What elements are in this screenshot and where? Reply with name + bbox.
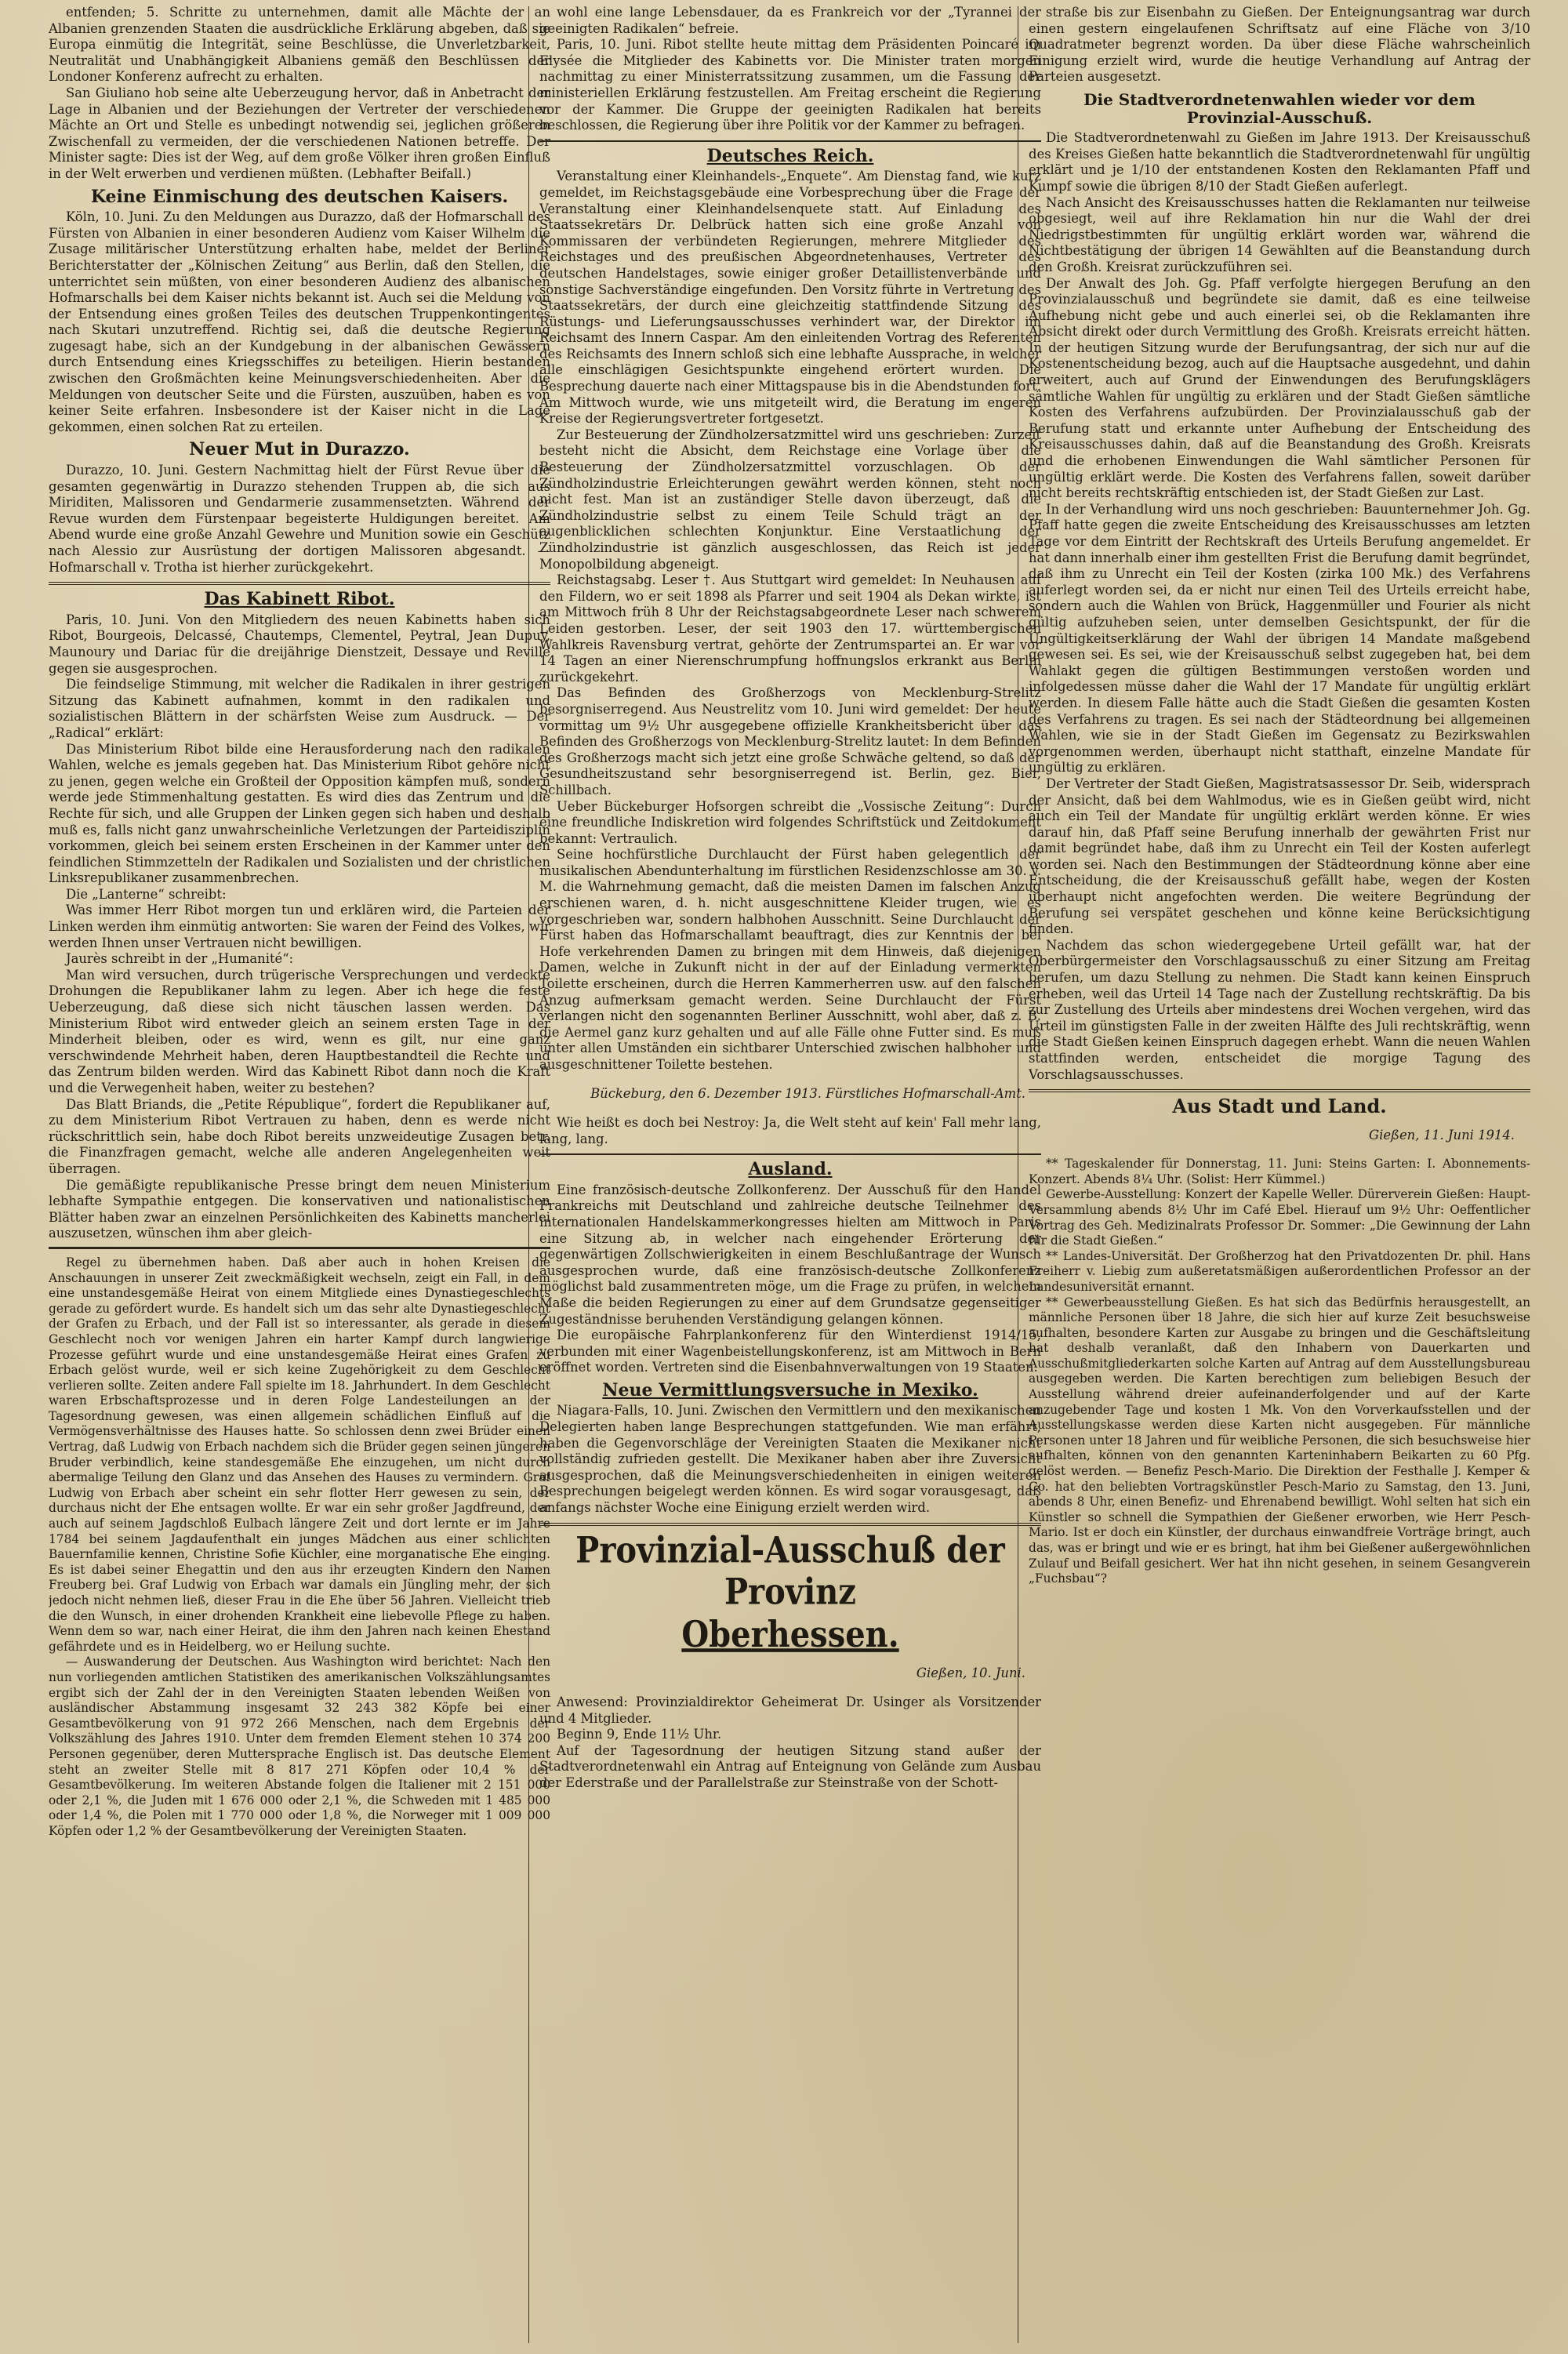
article-text: Das Befinden des Großherzogs von Mecklenburg-Strelitz besorgniserregend. Aus Neustrelitz vom 10. Juni wird gemeldet: Der heute vormittag um 9½ Uhr ausgegebene offizielle Krankheitsbericht über das Befinden des Großherzogs von Mecklenburg-Strelitz lautet: In dem Befinden des Großherzogs macht sich jetzt eine große Schwäche geltend, so daß der Gesundheitszustand sehr besorgniserregend ist. Berlin, gez. Bier, Schillbach. [539, 685, 1041, 797]
article-text: Niagara-Falls, 10. Juni. Zwischen den Vermittlern und den mexikanischen Delegierten haben lange Besprechungen stattgefunden. Wie man erfährt, haben die Gegenvorschläge der Vereinigten Staaten die Mexikaner nicht vollständig zufrieden gestellt. Die Mexikaner haben aber ihre Zuversicht ausgesprochen, daß die Meinungsverschiedenheiten in einigen weiteren Besprechungen beigelegt werden können. Es wird sogar vorausgesagt, daß anfangs nächster Woche eine Einigung erzielt werden wird. [539, 1403, 1041, 1516]
article-text: Beginn 9, Ende 11½ Uhr. [557, 1727, 722, 1742]
article-text: Köln, 10. Juni. Zu den Meldungen aus Durazzo, daß der Hofmarschall des Fürsten von Albanien in einer besonderen Audienz vom Kaiser Wilhelm die Zusage militärischer Unterstützung erhalten habe, meldet der Berliner Berichterstatter der „Kölnischen Zeitung“ aus Berlin, daß den Stellen, die unterrichtet sein müßten, von einer besonderen Audienz des albanischen Hofmarschalls bei dem Kaiser nichts bekannt ist. Auch sei die Meldung von der Entsendung eines großen Teiles des deutschen Truppenkontingentes nach Skutari unzutreffend. Richtig sei, daß die deutsche Regierung zugesagt habe, sich an der Kundgebung in der albanischen Gewässern durch Entsendung eines Kriegsschiffes zu beteiligen. Hierin bestanden zwischen den Großmächten keine Meinungsverschiedenheiten. Aber die Meldungen von deutscher Seite und die Fürsten, auszuüben, haben es von keiner Seite erfahren. Insbesondere ist der Kaiser nicht in die Lage gekommen, einen solchen Rat zu erteilen. [49, 209, 550, 434]
column-1 [49, 5, 550, 2340]
article-text: Die gemäßigte republikanische Presse bringt dem neuen Ministerium lebhafte Sympathie entgegen. Die konservativen und nationalistischen Blätter haben zwar an einzelnen Persönlichkeiten des Kabinetts mancherlei auszusetzen, wünschen ihm aber gleich- [49, 1177, 550, 1241]
article-text: ** Landes-Universität. Der Großherzog hat den Privatdozenten Dr. phil. Hans Freiherr v. Liebig zum außeretatsmäßigen außerordentlichen Professor an der Landesuniversität ernannt. [1029, 1248, 1530, 1294]
headline: Provinzial-Ausschuß. [1186, 107, 1373, 127]
article-text: Wie heißt es doch bei Nestroy: Ja, die Welt steht auf kein' Fall mehr lang, lang, lang. [539, 1114, 1041, 1146]
headline: Ausland. [748, 1159, 833, 1180]
dateline: Bückeburg, den 6. Dezember 1913. Fürstliches Hofmarschall-Amt. [590, 1085, 1025, 1101]
headline: Die Stadtverordnetenwahlen wieder vor dem [1083, 89, 1475, 109]
article-text: Das Ministerium Ribot bilde eine Herausforderung nach den radikalen Wahlen, welche es jemals gegeben hat. Das Ministerium Ribot gehöre nicht zu jenen, gegen welche ein Großteil der Opposition kämpfen muß, sondern werde jede Stimmenhaltung gestatten. Es wird dies das Zentrum und die Rechte für sich, und alle Gruppen der Linken gegen sich haben und deshalb muß es, falls nicht ganz unwahrscheinliche Verletzungen der Parteidisziplin vorkommen, gleich bei seinem ersten Erscheinen in der Kammer unter den feindlichen Stimmzetteln der Radikalen und Sozialisten und der christlichen Linksrepublikaner zusammenbrechen. [49, 741, 550, 886]
article-text: ** Gewerbeausstellung Gießen. Es hat sich das Bedürfnis herausgestellt, an männliche Personen über 18 Jahre, die sich hier auf kurze Zeit besuchsweise aufhalten, besondere Karten zur Ausgabe zu bringen und die Geschäftsleitung hat deshalb veranlaßt, daß den Inhabern von Dauerkarten und Ausschußmitgliederkarten solche Karten auf Antrag auf dem Ausstellungsbureau ausgegeben werden. Die Karten berechtigen zum beliebigen Besuch der Ausstellung während dreier aufeinanderfolgender und auf der Karte anzugebender Tage und kosten 1 Mk. Von den Vorverkaufsstellen und der Ausstellungskasse werden diese Karten nicht ausgegeben. Für männliche Personen unter 18 Jahren und für weibliche Personen, die sich besuchsweise hier aufhalten, können von den genannten Karteninhabern Beikarten zu 60 Pfg. gelöst werden. — Benefiz Pesch-Mario. Die Direktion der Festhalle J. Kemper & Co. hat den beliebten Vortragskünstler Pesch-Mario zu Samstag, den 13. Juni, abends 8 Uhr, einen Benefiz- und Ehrenabend bewilligt. Wohl selten hat sich ein Künstler so schnell die Sympathien der Gießener erworben, wie Herr Pesch-Mario. Ist er doch ein Künstler, der durchaus einwandfreie Vorträge bringt, auch das, was er bringt und wie er es bringt, hat ihm bei Gießener außergewöhnlichen Zulauf und Beifall gesichert. Wer hat ihn nicht gesehen, in seinem Gesangverein „Fuchsbau“? [1029, 1295, 1530, 1586]
article-text: Nachdem das schon wiedergegebene Urteil gefällt war, hat der Oberbürgermeister den Vorschlagsausschuß zu einer Sitzung am Freitag berufen, um dazu Stellung zu nehmen. Die Stadt kann keinen Einspruch erheben, weil das Urteil 14 Tage nach der Zustellung rechtskräftig. Da bis zur Zustellung des Urteils aber mindestens drei Wochen vergehen, wird das Urteil im günstigsten Falle in der zweiten Hälfte des Juli rechtskräftig, wenn die Stadt Gießen keinen Einspruch dagegen erhebt. Wann die neuen Wahlen stattfinden werden, entscheidet die morgige Tagung des Vorschlagsausschusses. [1029, 937, 1530, 1082]
article-text: Eine französisch-deutsche Zollkonferenz. Der Ausschuß für den Handel Frankreichs mit Deutschland und zahlreiche deutsche Teilnehmer des internationalen Handelskammerkongresses hielten am Mittwoch in Paris eine Sitzung ab, in welcher nach eingehender Erörterung der gegenwärtigen Zollschwierigkeiten in einem Beschlußantrage der Wunsch ausgesprochen wurde, daß eine französisch-deutsche Zollkonferenz möglichst bald zusammentreten möge, um die Frage zu prüfen, in welchem Maße die beiden Regierungen zu einer auf dem Grundsatze gegenseitiger Zugeständnisse beruhenden Verständigung gelangen können. [539, 1182, 1041, 1327]
article-text: ** Tageskalender für Donnerstag, 11. Juni: Steins Garten: I. Abonnements-Konzert. Abends 8¼ Uhr. (Solist: Herr Kümmel.) [1029, 1157, 1530, 1186]
article-text: Gewerbe-Ausstellung: Konzert der Kapelle Weller. Dürerverein Gießen: Haupt-Versammlung abends 8½ Uhr im Café Ebel. Hierauf um 9½ Uhr: Oeffentlicher Vortrag des Geh. Medizinalrats Professor Dr. Sommer: „Die Gewinnung der Lahn für die Stadt Gießen.“ [1029, 1187, 1530, 1248]
section-divider [539, 1153, 1041, 1155]
article-text: Anwesend: Provinzialdirektor Geheimerat Dr. Usinger als Vorsitzender und 4 Mitglieder. [539, 1695, 1041, 1726]
headline: Neue Vermittlungsversuche in Mexiko. [602, 1379, 978, 1400]
article-text: wohl eine lange Lebensdauer, da es Frankreich vor der „Tyrannei der geeinigten Radikalen“ befreie. [539, 5, 1041, 36]
article-text: Nach Ansicht des Kreisausschusses hatten die Reklamanten nur teilweise obgesiegt, weil auf ihre Reklamation hin nur die Wahl der drei Niedrigstbestimmten für ungültig erklärt worden war, während die Nichtbestätigung der übrigen 14 Gewählten auf die Beanstandung durch den Großh. Kreisrat zurückzuführen sei. [1029, 194, 1530, 274]
article-text: Der Anwalt des Joh. Gg. Pfaff verfolgte hiergegen Berufung an den Provinzialausschuß und begründete sie damit, daß es eine teilweise Aufhebung nicht gebe und auch einerlei sei, ob die Reklamanten ihre Absicht direkt oder durch Vermittlung des Großh. Kreisrats erreicht hätten. In der heutigen Sitzung wurde der Berufungsantrag, der sich nur auf die Kostenentscheidung bezog, auch auf die Hauptsache ausgedehnt, und dahin erweitert, auch auf Grund der Einwendungen des Berufungsklägers sämtliche Wahlen für ungültig zu erklären und der Stadt Gießen sämtliche Kosten des Verfahrens aufzubürden. Der Provinzialausschuß gab der Berufung statt und erkannte unter Aufhebung der Entscheidung des Kreisausschusses dahin, daß auf die Beanstandung des Großh. Kreisrats und die erhobenen Einwendungen die Wahl sämtlicher Personen für ungültig erklärt werde. Die Kosten des Verfahrens fallen, soweit darüber nicht bereits rechtskräftig entschieden ist, der Stadt Gießen zur Last. [1029, 275, 1530, 501]
article-text: straße bis zur Eisenbahn zu Gießen. Der Enteignungsantrag war durch einen gestern eingelaufenen Schriftsatz auf eine Fläche von 3/10 Quadratmeter begrenzt worden. Da über diese Fläche wahrscheinlich Einigung erzielt wird, wurde die heutige Verhandlung auf Antrag der Parteien ausgesetzt. [1029, 5, 1530, 85]
article-text: entfenden; 5. Schritte zu unternehmen, damit alle Mächte der an Albanien grenzenden Staaten die ausdrückliche Erklärung abgeben, daß sie Europa einmütig die Integrität, seine Beschlüsse, die Unverletzbarkeit, Neutralität und Unabhängigkeit Albaniens gemäß den Beschlüssen der Londoner Konferenz aufrecht zu erhalten. [49, 5, 550, 85]
dateline: Gießen, 10. Juni. [916, 1666, 1025, 1681]
article-text: Auf der Tagesordnung der heutigen Sitzung stand außer der Stadtverordnetenwahl ein Antrag auf Enteignung von Gelände zum Ausbau der Ederstraße und der Parallelstraße zur Steinstraße von der Schott- [539, 1742, 1041, 1790]
headline: Deutsches Reich. [706, 145, 874, 166]
article-text: San Giuliano hob seine alte Ueberzeugung hervor, daß in Anbetracht der Lage in Albanien und der Beziehungen der Vertreter der verschiedenen Mächte an Ort und Stelle es unbedingt notwendig sei, jeglichen größeren Zwischenfall zu vermeiden, der die verschiedenen Nationen betreffe. Der Minister sagte: Dies ist der Weg, auf dem große Völker ihren großen Einfluß in der Welt erwerben und verdienen müßten. (Lebhafter Beifall.) [49, 85, 550, 181]
article-text: Die feindselige Stimmung, mit welcher die Radikalen in ihrer gestrigen Sitzung das Kabinett aufnahmen, kommt in den radikalen und sozialistischen Blättern in der schärfsten Weise zum Ausdruck. — Der „Radical“ erklärt: [49, 677, 550, 740]
headline: Provinzial-Ausschuß der Provinz [575, 1528, 1005, 1613]
column-3 [1029, 5, 1530, 2340]
dateline: Gießen, 11. Juni 1914. [1369, 1128, 1515, 1143]
article-text: Durazzo, 10. Juni. Gestern Nachmittag hielt der Fürst Revue über die gesamten gegenwärtig in Durazzo stehenden Truppen ab, die sich aus Miriditen, Malissoren und Gendarmerie zusammensetzten. Während der Revue wurden dem Fürstenpaar begeisterte Huldigungen bereitet. Am Abend wurde eine große Anzahl Gewehre und Munition sowie ein Geschütz nach Alessio zur Ausrüstung der dortigen Malissoren abgesandt. — Hofmarschall v. Trotha ist hierher zurückgekehrt. [49, 463, 550, 575]
article-text: Paris, 10. Juni. Ribot stellte heute mittag dem Präsidenten Poincaré im Elysée die Mitglieder des Kabinetts vor. Die Minister traten morgen nachmittag zu einer Ministerratssitzung zusammen, um die Fassung der ministeriellen Erklärung festzustellen. Am Freitag erscheint die Regierung vor der Kammer. Die Gruppe der geeinigten Radikalen hat bereits beschlossen, die Regierung über ihre Politik vor der Kammer zu befragen. [539, 37, 1041, 133]
headline: Aus Stadt und Land. [1172, 1095, 1387, 1118]
article-text: Jaurès schreibt in der „Humanité“: [66, 951, 294, 967]
article-text: Was immer Herr Ribot morgen tun und erklären wird, die Parteien der Linken werden ihm einmütig antworten: Sie waren der Feind des Volkes, wir werden Ihnen unser Vertrauen nicht bewilligen. [49, 903, 550, 950]
column-2 [539, 5, 1041, 2340]
headline: Keine Einmischung des deutschen Kaisers. [90, 186, 509, 207]
article-text: Das Blatt Briands, die „Petite République“, fordert die Republikaner auf, zu dem Ministerium Ribot Vertrauen zu haben, denn es werde nicht rückschrittlich sein, habe doch Ribot bereits unzweideutige Zusagen betr. die Finanzfragen gemacht, welche alle anderen Angelegenheiten weit überragen. [49, 1096, 550, 1176]
article-text: Seine hochfürstliche Durchlaucht der Fürst haben gelegentlich der musikalischen Abendunterhaltung im fürstlichen Residenzschlosse am 30. v. M. die Wahrnehmung gemacht, daß die meisten Damen im falschen Anzug erschienen waren, d. h. nicht ausgeschnittene Kleider trugen, wie es vorgeschrieben war, sondern halbhohen Ausschnitt. Seine Durchlaucht der Fürst haben das Hofmarschallamt beauftragt, dies zur Kenntnis der bei Hofe verkehrenden Damen zu bringen mit dem Hinweis, daß diejenigen Damen, welche in Zukunft nicht in der auf der Einladung vermerkten Toilette erscheinen, durch die Herren Kammerherren usw. auf den falschen Anzug aufmerksam gemacht werden. Seine Durchlaucht der Fürst verlangen nicht den sogenannten Berliner Ausschnitt, wohl aber, daß z. B. die Aermel ganz kurz gehalten und auf alle Fälle ohne Futter sind. Es muß unter allen Umständen ein sichtbarer Unterschied zwischen halbhoher und ausgeschnittener Toilette bestehen. [539, 847, 1041, 1072]
article-text: — Auswanderung der Deutschen. Aus Washington wird berichtet: Nach den nun vorliegenden amtlichen Statistiken des amerikanischen Volkszählungsamtes ergibt sich der Zahl der in den Vereinigten Staaten lebenden Weißen von ausländischer Abstammung insgesamt 32 243 382 Köpfe bei einer Gesamtbevölkerung von 91 972 266 Menschen, nach dem Ergebnis der Volkszählung des Jahres 1910. Unter dem fremden Element stehen 10 374 200 Personen gegenüber, deren Muttersprache Englisch ist. Das deutsche Element steht an zweiter Stelle mit 8 817 271 Köpfen oder 10,4 % der Gesamtbevölkerung. Im weiteren Abstande folgen die Italiener mit 2 151 000 oder 2,1 %, die Juden mit 1 676 000 oder 2,1 %, die Schweden mit 1 485 000 oder 1,4 %, die Polen mit 1 770 000 oder 1,8 %, die Norweger mit 1 009 000 Köpfen oder 1,2 % der Gesamtbevölkerung der Vereinigten Staaten. [49, 1655, 550, 1838]
article-text: Reichstagsabg. Leser †. Aus Stuttgart wird gemeldet: In Neuhausen auf den Fildern, wo er seit 1898 als Pfarrer und seit 1904 als Dekan wirkte, ist am Mittwoch früh 8 Uhr der Reichstagsabgeordnete Leser nach schwerem Leiden gestorben. Leser, der seit 1903 den 17. württembergischen Wahlkreis Ravensburg vertrat, gehörte der Zentrumspartei an. Er war vor 14 Tagen an einer Nierenschrumpfung hoffnungslos erkrankt aus Berlin zurückgekehrt. [539, 572, 1041, 685]
article-text: Die „Lanterne“ schreibt: [66, 886, 227, 902]
section-divider [539, 140, 1041, 142]
article-text: Zur Besteuerung der Zündholzersatzmittel wird uns geschrieben: Zurzeit besteht nicht die Absicht, dem Reichstage eine Vorlage über die Besteuerung der Zündholzersatzmittel vorzuschlagen. Ob der Zündholzindustrie Erleichterungen gewährt werden können, steht noch nicht fest. Man ist an zuständiger Stelle davon überzeugt, daß die Zündholzindustrie selbst zu einem Teile Schuld trägt an der augenblicklichen schlechten Konjunktur. Eine Verstaatlichung der Zündholzindustrie ist gänzlich ausgeschlossen, das Reich ist jeder Monopolbildung abgeneigt. [539, 427, 1041, 572]
headline: Oberhessen. [681, 1613, 899, 1656]
article-text: Veranstaltung einer Kleinhandels-„Enquete“. Am Dienstag fand, wie kurz gemeldet, im Reichstagsgebäude eine Vorbesprechung über die Frage der Veranstaltung einer Kleinhandelsenquete statt. Auf Einladung des Staatssekretärs Dr. Delbrück hatten sich eine große Anzahl von Kommissaren der verbündeten Regierungen, mehrere Mitglieder des Reichstages und des preußischen Abgeordnetenhauses, Vertreter des deutschen Handelstages, sowie einiger großer Detaillistenverbände und sonstige Sachverständige eingefunden. Den Vorsitz führte in Vertretung des Staatssekretärs, der durch eine gleichzeitig stattfindende Sitzung des Rüstungs- und Lieferungsausschusses verhindert war, der Direktor im Reichsamt des Innern Caspar. Am den einleitenden Vortrag des Referenten des Reichsamts des Innern schloß sich eine lebhafte Aussprache, in welcher alle einschlägigen Gesichtspunkte eingehend erörtert wurden. Die Besprechung dauerte nach einer Mittagspause bis in die Abendstunden fort. Am Mittwoch wurde, wie uns mitgeteilt wird, die Beratung im engeren Kreise der Regierungsvertreter fortgesetzt. [539, 169, 1041, 427]
article-text: Man wird versuchen, durch trügerische Versprechungen und verdeckte Drohungen die Republikaner lahm zu legen. Aber ich hege die feste Ueberzeugung, daß diese sich nicht täuschen lassen werden. Das Ministerium Ribot wird entweder gleich an seinem ersten Tage in der Minderheit bleiben, oder es wird, wenn es gilt, nur eine ganz verschwindende Mehrheit haben, deren Hauptbestandteil die Rechte und das Zentrum bilden werden. Wird das Kabinett Ribot dann noch die Kraft und die Verwegenheit haben, weiter zu bestehen? [49, 967, 550, 1095]
article-text: Die europäische Fahrplankonferenz für den Winterdienst 1914/15, verbunden mit einer Wagenbeistellungskonferenz, ist am Mittwoch in Bern eröffnet worden. Vertreten sind die Eisenbahnverwaltungen von 19 Staaten. [539, 1328, 1041, 1375]
section-divider [49, 582, 550, 585]
headline: Das Kabinett Ribot. [204, 589, 395, 610]
section-divider [49, 1247, 550, 1249]
article-text: Regel zu übernehmen haben. Daß aber auch in hohen Kreisen die Anschauungen in unserer Zeit zweckmäßigkeit wechseln, zeigt ein Fall, in dem eine unstandesgemäße Heirat von einem Mitgliede eines Dynastiegeschlechts gerade zu gefördert wurde. Es handelt sich um das sehr alte Dynastiegeschlecht der Grafen zu Erbach, und der Fall ist so interessanter, als gerade in diesem Geschlecht noch vor wenigen Jahren ein harter Kampf durch langwierige Prozesse geführt wurde und eine unstandesgemäße Heirat eines Grafen zu Erbach gelöst wurde, weil er sich keine Zugehörigkeit zu dem Geschlecht verlieren sollte. Zeiten andere Fall spielte im 18. Jahrhundert. In dem Geschlecht waren Erbschaftsprozesse und in deren Folge Landesteilungen an der Tagesordnung gewesen, was einen allgemein schädlichen Einfluß auf die Vermögensverhältnisse des Hauses hatte. So schlossen denn zwei Brüder einen Vertrag, daß Ludwig von Erbach nachdem sich die Brüder gegen seinen jüngeren Bruder verbindlich, keine standesgemäße Ehe einzugehen, um nicht durch abermalige Teilung den Glanz und das Ansehen des Hauses zu vermindern. Graf Ludwig von Erbach aber scheint ein sehr flotter Herr gewesen zu sein, der durchaus nicht der Ehe entsagen wollte. Er war ein sehr großer Jagdfreund, der auch auf seinem Jagdschloß Eulbach längere Zeit und dort lernte er im Jahre 1784 bei seinem Jagdaufenthalt ein junges Mädchen aus einer schlichten Bauernfamilie kennen, Christine Sofie Küchler, eine morganatische Ehe einging. Es ist dabei seiner Ehegattin und den aus ihr erzeugten Kindern den Namen Freuberg bei. Graf Ludwig von Erbach war damals ein Jüngling mehr, der sich jedoch nicht nehmen ließ, dieser Frau in die Ehe über 56 Jahren. Vielleicht trieb die den Wunsch, in einer drohenden Krankheit eine liebevolle Pflege zu haben. Wenn dem so war, nach einer Heirat, die ihm den Jahren nach keinen Ehestand gefährdete und es in Heidelberg, wo er Heilung suchte. [49, 1255, 550, 1654]
article-text: Der Vertreter der Stadt Gießen, Magistratsassessor Dr. Seib, widersprach der Ansicht, daß bei dem Wahlmodus, wie es in Gießen geübt wird, nicht auch ein Teil der Mandate für ungültig erklärt werden könne. Er wies darauf hin, daß Pfaff seine Berufung innerhalb der gewährten Frist nur damit begründet habe, daß ihm zu Unrecht ein Teil der Kosten auferlegt worden sei. Nach den Bestimmungen der Städteordnung könne aber eine Entscheidung, die der Kreisausschuß gefällt habe, wegen der Kosten überhaupt nicht angefochten werden. Die weitere Begründung der Berufung sei verspätet geschehen und könne keine Berücksichtigung finden. [1029, 776, 1530, 937]
section-divider [539, 1523, 1041, 1526]
section-divider [1029, 1089, 1530, 1092]
article-text: Ueber Bückeburger Hofsorgen schreibt die „Vossische Zeitung“: Durch eine freundliche Indiskretion wird folgendes Schriftstück und Zeitdokument bekannt: Vertraulich. [539, 798, 1041, 846]
article-text: In der Verhandlung wird uns noch geschrieben: Bauunternehmer Joh. Gg. Pfaff hatte gegen die zweite Entscheidung des Kreisausschusses am letzten Tage vor dem Eintritt der Rechtskraft des Urteils Berufung angemeldet. Er hat dann innerhalb einer ihm gestellten Frist die Berufung damit begründet, daß ihm zu Unrecht ein Teil der Kosten (zirka 100 Mk.) des Verfahrens auferlegt worden sei, da er nicht nur einen Teil des Urteils erreicht habe, sondern auch die Wahlen von Brück, Haggenmüller und Fourier als nicht gültig aufzuheben seien, unter demselben Gesichtspunkt, der für die Ungültigkeitserklärung der Wahl der übrigen 14 Mandate maßgebend gewesen sei. Es sei, wie der Kreisausschuß selbst zugegeben hat, bei dem Wahlakt gegen die gültigen Bestimmungen verstoßen worden und infolgedessen müsse daher die Wahl der 17 Mandate für ungültig erklärt werden. In diesem Falle hätte auch die Stadt Gießen die gesamten Kosten des Verfahrens zu tragen. Es sei nach der Städteordnung bei allgemeinen Wahlen, wie sie in der Stadt Gießen im Gegensatz zu Bezirkswahlen vorgenommen werden, überhaupt nicht statthaft, einzelne Mandate für ungültig zu erklären. [1029, 501, 1530, 776]
article-text: Die Stadtverordnetenwahl zu Gießen im Jahre 1913. Der Kreisausschuß des Kreises Gießen hatte bekanntlich die Stadtverordnetenwahl für ungültig erklärt und je 1/10 der entstandenen Kosten den Reklamanten Pfaff und Kumpf sowie die übrigen 8/10 der Stadt Gießen auferlegt. [1029, 130, 1530, 194]
headline: Neuer Mut in Durazzo. [189, 439, 410, 460]
article-text: Paris, 10. Juni. Von den Mitgliedern des neuen Kabinetts haben sich Ribot, Bourgeois, Delcassé, Chautemps, Clementel, Peytral, Jean Dupuy, Maunoury und Dariac für die dreijährige Dienstzeit, Dessaye und Reville gegen sie ausgesprochen. [49, 612, 550, 676]
